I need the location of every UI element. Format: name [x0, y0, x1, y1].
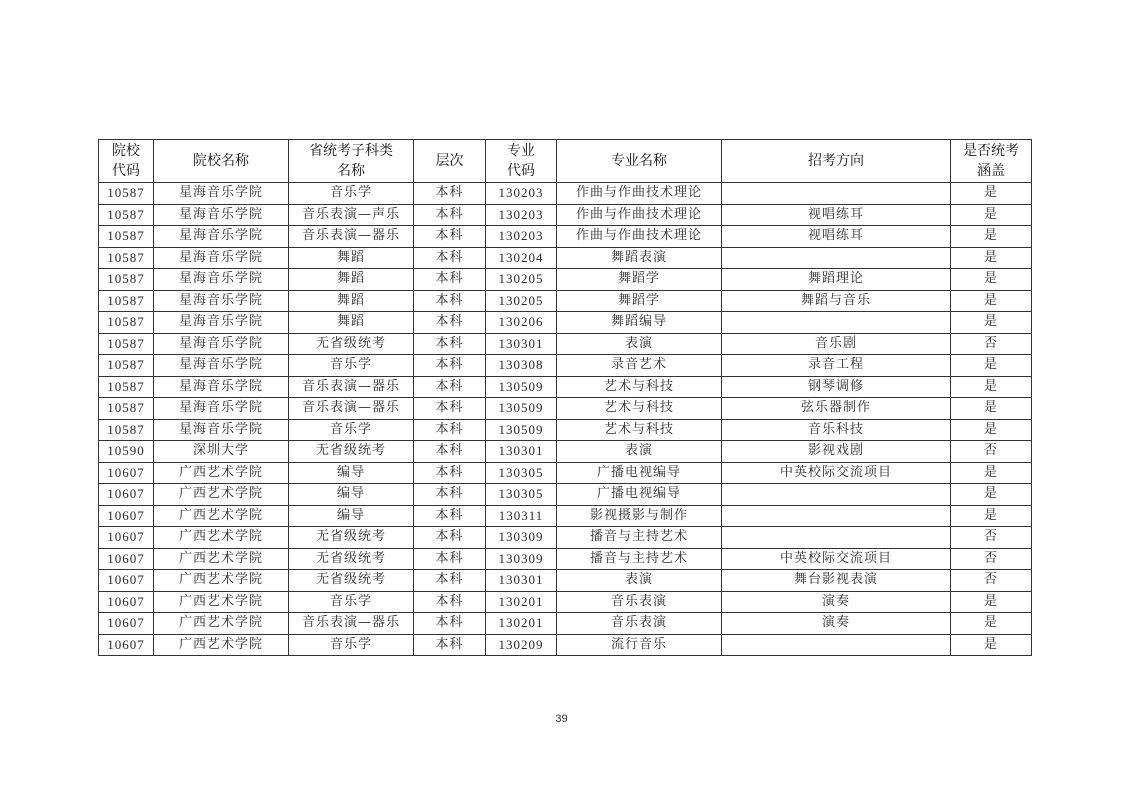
cell-subject-category: 无省级统考: [289, 548, 414, 570]
table-row: [99, 548, 1032, 570]
cell-major-name: 流行音乐: [557, 634, 722, 656]
header-label: 是否统考: [963, 143, 1019, 159]
header-label: 代码: [112, 163, 140, 179]
cell-school-code: 10607: [99, 484, 154, 506]
cell-school-name: 广西艺术学院: [154, 484, 289, 506]
cell-major-name: 表演: [557, 570, 722, 592]
table-row: [99, 591, 1032, 613]
cell-level: 本科: [414, 333, 486, 355]
table-row: [99, 484, 1032, 506]
cell-school-name: 广西艺术学院: [154, 570, 289, 592]
cell-school-name: 广西艺术学院: [154, 613, 289, 635]
table-row: [99, 398, 1032, 420]
cell-level: 本科: [414, 226, 486, 248]
cell-school-code: 10587: [99, 419, 154, 441]
cell-covered: 是: [951, 247, 1032, 269]
cell-major-code: 130203: [486, 204, 557, 226]
cell-direction: 中英校际交流项目: [722, 548, 951, 570]
header-covered: [951, 140, 1032, 183]
cell-direction: 音乐科技: [722, 419, 951, 441]
header-label: 层次: [435, 153, 464, 169]
cell-direction: 演奏: [722, 591, 951, 613]
cell-major-name: 表演: [557, 441, 722, 463]
cell-direction: 舞台影视表演: [722, 570, 951, 592]
cell-subject-category: 音乐表演—器乐: [289, 613, 414, 635]
cell-major-code: 130305: [486, 462, 557, 484]
cell-covered: 否: [951, 570, 1032, 592]
cell-school-code: 10607: [99, 548, 154, 570]
cell-school-code: 10607: [99, 591, 154, 613]
cell-level: 本科: [414, 591, 486, 613]
cell-major-name: 表演: [557, 333, 722, 355]
cell-direction: 视唱练耳: [722, 204, 951, 226]
cell-school-code: 10587: [99, 398, 154, 420]
cell-school-name: 星海音乐学院: [154, 290, 289, 312]
table-row: [99, 505, 1032, 527]
cell-direction: 录音工程: [722, 355, 951, 377]
cell-covered: 是: [951, 204, 1032, 226]
cell-school-code: 10607: [99, 505, 154, 527]
cell-covered: 是: [951, 484, 1032, 506]
cell-covered: 否: [951, 527, 1032, 549]
table-row: [99, 527, 1032, 549]
cell-school-name: 星海音乐学院: [154, 355, 289, 377]
cell-major-code: 130309: [486, 548, 557, 570]
cell-major-code: 130309: [486, 527, 557, 549]
cell-level: 本科: [414, 613, 486, 635]
cell-subject-category: 无省级统考: [289, 441, 414, 463]
cell-major-name: 艺术与科技: [557, 419, 722, 441]
table-row: [99, 204, 1032, 226]
cell-major-name: 舞蹈编导: [557, 312, 722, 334]
cell-major-name: 播音与主持艺术: [557, 548, 722, 570]
cell-direction: 舞蹈理论: [722, 269, 951, 291]
cell-level: 本科: [414, 183, 486, 205]
header-major-name: [557, 140, 722, 183]
cell-school-code: 10607: [99, 462, 154, 484]
header-subject-category: [289, 140, 414, 183]
header-direction: [722, 140, 951, 183]
cell-covered: 是: [951, 591, 1032, 613]
cell-direction: 音乐剧: [722, 333, 951, 355]
header-label: 院校名称: [193, 153, 249, 169]
header-label: 涵盖: [977, 163, 1005, 179]
cell-covered: 是: [951, 269, 1032, 291]
cell-covered: 否: [951, 333, 1032, 355]
cell-major-name: 舞蹈学: [557, 290, 722, 312]
cell-direction: [722, 634, 951, 656]
cell-major-code: 130203: [486, 226, 557, 248]
cell-level: 本科: [414, 419, 486, 441]
cell-major-code: 130209: [486, 634, 557, 656]
table-row: [99, 462, 1032, 484]
cell-level: 本科: [414, 290, 486, 312]
cell-school-name: 深圳大学: [154, 441, 289, 463]
cell-direction: [722, 505, 951, 527]
cell-school-code: 10590: [99, 441, 154, 463]
cell-major-code: 130206: [486, 312, 557, 334]
cell-level: 本科: [414, 527, 486, 549]
cell-direction: 影视戏剧: [722, 441, 951, 463]
cell-school-code: 10607: [99, 634, 154, 656]
cell-covered: 是: [951, 183, 1032, 205]
cell-subject-category: 音乐学: [289, 634, 414, 656]
cell-major-name: 播音与主持艺术: [557, 527, 722, 549]
cell-major-code: 130308: [486, 355, 557, 377]
table-row: [99, 376, 1032, 398]
cell-school-name: 广西艺术学院: [154, 548, 289, 570]
cell-school-name: 星海音乐学院: [154, 183, 289, 205]
cell-major-code: 130301: [486, 333, 557, 355]
cell-major-code: 130301: [486, 441, 557, 463]
cell-school-code: 10587: [99, 333, 154, 355]
cell-school-code: 10587: [99, 376, 154, 398]
cell-major-name: 广播电视编导: [557, 462, 722, 484]
cell-subject-category: 音乐表演—器乐: [289, 398, 414, 420]
cell-level: 本科: [414, 484, 486, 506]
table-row: [99, 333, 1032, 355]
cell-subject-category: 舞蹈: [289, 290, 414, 312]
cell-covered: 否: [951, 441, 1032, 463]
cell-subject-category: 音乐表演—声乐: [289, 204, 414, 226]
cell-school-name: 广西艺术学院: [154, 462, 289, 484]
cell-subject-category: 舞蹈: [289, 269, 414, 291]
cell-major-name: 作曲与作曲技术理论: [557, 204, 722, 226]
cell-major-name: 影视摄影与制作: [557, 505, 722, 527]
table-row: [99, 570, 1032, 592]
cell-subject-category: 编导: [289, 462, 414, 484]
cell-subject-category: 无省级统考: [289, 333, 414, 355]
cell-major-code: 130205: [486, 290, 557, 312]
cell-school-name: 广西艺术学院: [154, 591, 289, 613]
cell-direction: 演奏: [722, 613, 951, 635]
cell-school-name: 星海音乐学院: [154, 333, 289, 355]
cell-major-name: 音乐表演: [557, 591, 722, 613]
cell-subject-category: 音乐学: [289, 419, 414, 441]
page-number: 39: [555, 713, 568, 725]
table-row: [99, 355, 1032, 377]
cell-subject-category: 音乐表演—器乐: [289, 226, 414, 248]
table-row: [99, 226, 1032, 248]
cell-school-name: 星海音乐学院: [154, 269, 289, 291]
cell-subject-category: 音乐学: [289, 183, 414, 205]
cell-major-name: 舞蹈表演: [557, 247, 722, 269]
cell-major-code: 130204: [486, 247, 557, 269]
cell-subject-category: 舞蹈: [289, 312, 414, 334]
header-label: 专业名称: [611, 153, 667, 169]
cell-covered: 是: [951, 613, 1032, 635]
table-row: [99, 634, 1032, 656]
cell-direction: [722, 527, 951, 549]
cell-school-code: 10607: [99, 613, 154, 635]
cell-covered: 是: [951, 462, 1032, 484]
header-label: 省统考子科类: [309, 143, 393, 159]
cell-major-name: 作曲与作曲技术理论: [557, 183, 722, 205]
cell-covered: 是: [951, 419, 1032, 441]
cell-school-name: 广西艺术学院: [154, 634, 289, 656]
cell-school-name: 星海音乐学院: [154, 204, 289, 226]
cell-school-code: 10587: [99, 290, 154, 312]
header-label: 名称: [337, 163, 365, 179]
table-row: [99, 419, 1032, 441]
cell-school-code: 10587: [99, 312, 154, 334]
cell-school-name: 星海音乐学院: [154, 226, 289, 248]
cell-level: 本科: [414, 204, 486, 226]
cell-covered: 是: [951, 312, 1032, 334]
cell-level: 本科: [414, 269, 486, 291]
cell-school-name: 星海音乐学院: [154, 312, 289, 334]
cell-covered: 是: [951, 226, 1032, 248]
cell-school-code: 10587: [99, 247, 154, 269]
cell-major-name: 音乐表演: [557, 613, 722, 635]
cell-level: 本科: [414, 462, 486, 484]
table-row: [99, 269, 1032, 291]
table-row: [99, 441, 1032, 463]
cell-level: 本科: [414, 376, 486, 398]
header-label: 招考方向: [808, 153, 864, 169]
cell-school-code: 10607: [99, 570, 154, 592]
table-body: [99, 183, 1032, 656]
cell-covered: 是: [951, 634, 1032, 656]
cell-major-name: 广播电视编导: [557, 484, 722, 506]
cell-subject-category: 音乐学: [289, 355, 414, 377]
header-school-code: [99, 140, 154, 183]
cell-level: 本科: [414, 398, 486, 420]
cell-school-code: 10587: [99, 226, 154, 248]
cell-direction: [722, 484, 951, 506]
cell-subject-category: 音乐表演—器乐: [289, 376, 414, 398]
cell-level: 本科: [414, 441, 486, 463]
header-label: 代码: [507, 163, 535, 179]
cell-major-code: 130509: [486, 398, 557, 420]
cell-major-name: 艺术与科技: [557, 376, 722, 398]
cell-school-name: 广西艺术学院: [154, 505, 289, 527]
cell-subject-category: 音乐学: [289, 591, 414, 613]
cell-covered: 否: [951, 548, 1032, 570]
cell-major-code: 130305: [486, 484, 557, 506]
cell-major-name: 作曲与作曲技术理论: [557, 226, 722, 248]
table-row: [99, 312, 1032, 334]
cell-major-code: 130203: [486, 183, 557, 205]
cell-school-code: 10607: [99, 527, 154, 549]
cell-school-name: 星海音乐学院: [154, 398, 289, 420]
table-row: [99, 183, 1032, 205]
cell-school-code: 10587: [99, 269, 154, 291]
cell-school-name: 广西艺术学院: [154, 527, 289, 549]
cell-direction: 舞蹈与音乐: [722, 290, 951, 312]
cell-direction: 中英校际交流项目: [722, 462, 951, 484]
cell-direction: 弦乐器制作: [722, 398, 951, 420]
cell-direction: [722, 312, 951, 334]
header-school-name: [154, 140, 289, 183]
cell-covered: 是: [951, 505, 1032, 527]
cell-level: 本科: [414, 634, 486, 656]
cell-major-name: 艺术与科技: [557, 398, 722, 420]
cell-level: 本科: [414, 548, 486, 570]
cell-major-code: 130201: [486, 613, 557, 635]
cell-major-code: 130509: [486, 376, 557, 398]
table-header-row: [99, 140, 1032, 183]
cell-subject-category: 无省级统考: [289, 527, 414, 549]
cell-major-code: 130201: [486, 591, 557, 613]
cell-covered: 是: [951, 376, 1032, 398]
cell-school-name: 星海音乐学院: [154, 247, 289, 269]
cell-level: 本科: [414, 312, 486, 334]
header-major-code: [486, 140, 557, 183]
cell-major-code: 130301: [486, 570, 557, 592]
header-label: 专业: [507, 143, 535, 159]
table-row: [99, 247, 1032, 269]
cell-covered: 是: [951, 290, 1032, 312]
cell-school-code: 10587: [99, 204, 154, 226]
cell-major-code: 130509: [486, 419, 557, 441]
cell-major-code: 130205: [486, 269, 557, 291]
cell-direction: 钢琴调修: [722, 376, 951, 398]
cell-direction: [722, 183, 951, 205]
cell-level: 本科: [414, 247, 486, 269]
cell-major-name: 录音艺术: [557, 355, 722, 377]
cell-school-code: 10587: [99, 183, 154, 205]
cell-school-code: 10587: [99, 355, 154, 377]
header-level: [414, 140, 486, 183]
admissions-table: [98, 139, 1032, 656]
cell-major-name: 舞蹈学: [557, 269, 722, 291]
cell-direction: [722, 247, 951, 269]
cell-covered: 是: [951, 355, 1032, 377]
header-label: 院校: [112, 143, 140, 159]
cell-direction: 视唱练耳: [722, 226, 951, 248]
table-row: [99, 613, 1032, 635]
cell-level: 本科: [414, 505, 486, 527]
cell-major-code: 130311: [486, 505, 557, 527]
cell-subject-category: 舞蹈: [289, 247, 414, 269]
cell-covered: 是: [951, 398, 1032, 420]
cell-subject-category: 编导: [289, 505, 414, 527]
cell-subject-category: 编导: [289, 484, 414, 506]
cell-level: 本科: [414, 355, 486, 377]
cell-school-name: 星海音乐学院: [154, 376, 289, 398]
cell-subject-category: 无省级统考: [289, 570, 414, 592]
table-row: [99, 290, 1032, 312]
cell-level: 本科: [414, 570, 486, 592]
cell-school-name: 星海音乐学院: [154, 419, 289, 441]
